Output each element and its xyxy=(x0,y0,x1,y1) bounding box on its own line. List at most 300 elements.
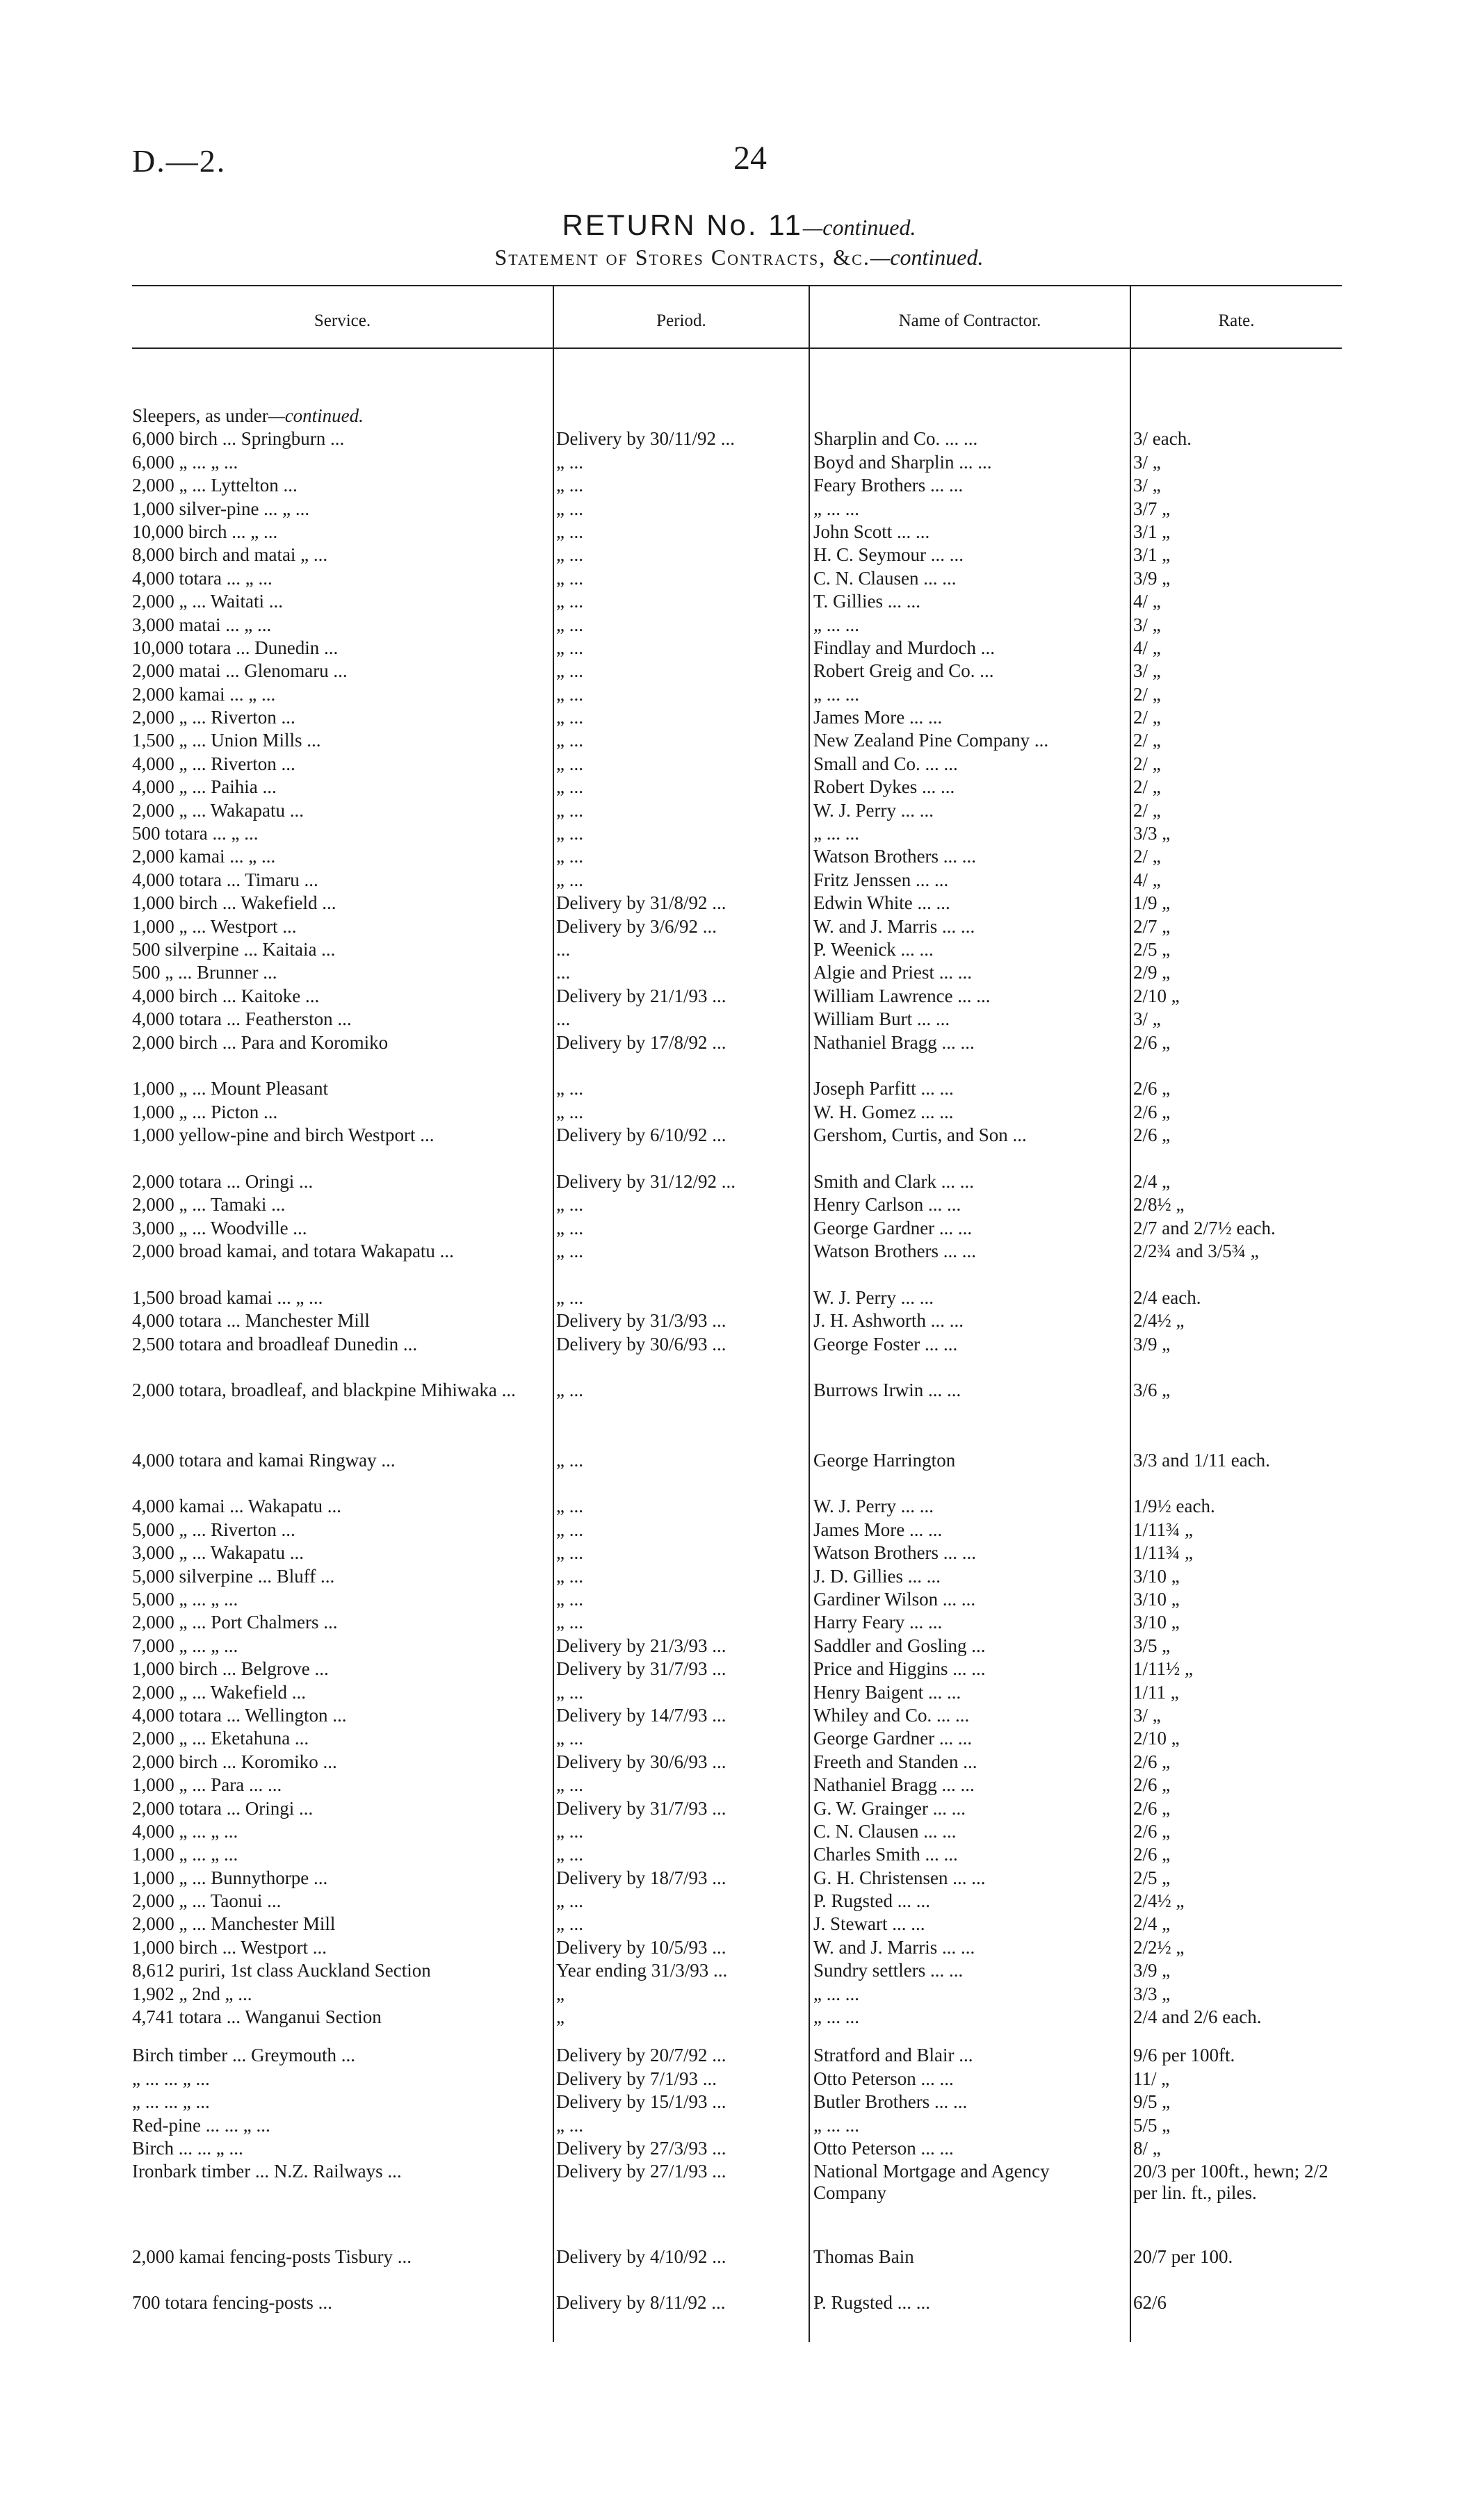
cell-period: Delivery by 31/7/93 ... xyxy=(556,1658,726,1680)
cell-rate: 1/9 „ xyxy=(1133,892,1171,914)
table-row xyxy=(132,428,1356,451)
cell-contractor: New Zealand Pine Company ... xyxy=(813,730,1049,751)
contracts-table-body xyxy=(132,405,1356,2316)
table-row xyxy=(132,776,1356,799)
table-row xyxy=(132,1542,1356,1565)
table-row xyxy=(132,2068,1356,2091)
cell-contractor: Robert Dykes ... ... xyxy=(813,776,955,798)
table-row xyxy=(132,939,1356,962)
cell-contractor: Harry Feary ... ... xyxy=(813,1612,943,1633)
cell-contractor: Butler Brothers ... ... xyxy=(813,2091,968,2113)
table-row xyxy=(132,568,1356,591)
cell-service: 4,000 totara ... Manchester Mill xyxy=(132,1310,370,1332)
cell-period: Delivery by 8/11/92 ... xyxy=(556,2292,726,2314)
cell-rate: 2/4½ „ xyxy=(1133,1890,1185,1912)
cell-service: 6,000 „ ... „ ... xyxy=(132,451,238,473)
cell-contractor: Henry Carlson ... ... xyxy=(813,1194,961,1216)
cell-service: 4,000 totara ... „ ... xyxy=(132,567,273,589)
cell-contractor: Edwin White ... ... xyxy=(813,892,950,914)
table-row xyxy=(132,2091,1356,2114)
cell-rate: 11/ „ xyxy=(1133,2068,1170,2089)
cell-period: Delivery by 21/3/93 ... xyxy=(556,1635,726,1656)
table-top-rule xyxy=(132,285,1342,286)
cell-contractor: J. Stewart ... ... xyxy=(813,1913,925,1935)
cell-service: 2,000 totara ... Oringi ... xyxy=(132,1797,314,1819)
cell-rate: 9/5 „ xyxy=(1133,2091,1171,2113)
cell-period: „ ... xyxy=(556,823,583,844)
cell-contractor: George Harrington xyxy=(813,1449,956,1471)
cell-period: „ ... xyxy=(556,2114,583,2136)
cell-service: 7,000 „ ... „ ... xyxy=(132,1635,238,1656)
table-row xyxy=(132,2246,1356,2293)
cell-rate: 2/6 „ xyxy=(1133,1774,1171,1796)
cell-contractor: Boyd and Sharplin ... ... xyxy=(813,451,992,473)
cell-contractor: Sundry settlers ... ... xyxy=(813,1960,964,1981)
cell-rate: 2/ „ xyxy=(1133,846,1161,867)
cell-service: 2,000 birch ... Koromiko ... xyxy=(132,1751,337,1772)
sleepers-group xyxy=(132,428,1356,2029)
cell-service: 5,000 silverpine ... Bluff ... xyxy=(132,1565,335,1587)
column-header-service: Service. xyxy=(314,311,371,330)
table-row xyxy=(132,1774,1356,1797)
cell-rate: 2/ „ xyxy=(1133,799,1161,821)
cell-period: Delivery by 31/8/92 ... xyxy=(556,892,726,914)
cell-service: 2,000 „ ... Riverton ... xyxy=(132,707,295,728)
table-row xyxy=(132,1287,1356,1310)
cell-service: 2,000 totara ... Oringi ... xyxy=(132,1170,314,1192)
cell-contractor: W. H. Gomez ... ... xyxy=(813,1101,954,1122)
cell-rate: 2/7 „ xyxy=(1133,915,1171,937)
cell-contractor: Gardiner Wilson ... ... xyxy=(813,1589,976,1610)
table-row xyxy=(132,1124,1356,1171)
cell-period: Delivery by 17/8/92 ... xyxy=(556,1031,726,1053)
page-subtitle xyxy=(0,245,1478,270)
cell-rate: 3/ „ xyxy=(1133,1008,1161,1030)
table-row xyxy=(132,1566,1356,1589)
cell-period: „ ... xyxy=(556,660,583,682)
cell-period: „ ... xyxy=(556,591,583,612)
cell-service: 1,000 birch ... Belgrove ... xyxy=(132,1658,329,1680)
cell-rate: 3/ „ xyxy=(1133,614,1161,635)
cell-service: Red-pine ... ... „ ... xyxy=(132,2114,270,2136)
table-row xyxy=(132,1450,1356,1496)
cell-service: 1,000 yellow-pine and birch Westport ... xyxy=(132,1124,435,1146)
cell-contractor: W. J. Perry ... ... xyxy=(813,799,934,821)
cell-service: 1,000 „ ... „ ... xyxy=(132,1844,238,1865)
cell-contractor: H. C. Seymour ... ... xyxy=(813,544,964,566)
table-row xyxy=(132,1890,1356,1913)
fencing-group xyxy=(132,2246,1356,2316)
table-row xyxy=(132,498,1356,521)
cell-contractor: James More ... ... xyxy=(813,1519,943,1540)
table-row xyxy=(132,962,1356,985)
table-row xyxy=(132,1032,1356,1079)
cell-period: „ ... xyxy=(556,1542,583,1564)
cell-service: Birch timber ... Greymouth ... xyxy=(132,2045,355,2066)
cell-service: 2,000 „ ... Taonui ... xyxy=(132,1890,282,1912)
table-row xyxy=(132,452,1356,475)
table-row xyxy=(132,2138,1356,2161)
table-row xyxy=(132,1334,1356,1380)
table-row xyxy=(132,1612,1356,1635)
table-row xyxy=(132,892,1356,915)
cell-contractor: Nathaniel Bragg ... ... xyxy=(813,1031,975,1053)
cell-period: Delivery by 6/10/92 ... xyxy=(556,1124,726,1146)
cell-contractor: National Mortgage and Agency Company xyxy=(813,2161,1050,2204)
cell-service: 2,500 totara and broadleaf Dunedin ... xyxy=(132,1333,418,1355)
cell-rate: 8/ „ xyxy=(1133,2138,1161,2159)
table-row xyxy=(132,1078,1356,1101)
table-row xyxy=(132,660,1356,683)
cell-service: 1,000 birch ... Westport ... xyxy=(132,1936,327,1958)
cell-rate: 2/4½ „ xyxy=(1133,1310,1185,1332)
cell-period: „ ... xyxy=(556,521,583,542)
cell-contractor: Charles Smith ... ... xyxy=(813,1844,958,1865)
cell-rate: 2/6 „ xyxy=(1133,1820,1171,1842)
cell-rate: 3/9 „ xyxy=(1133,1333,1171,1355)
cell-contractor: W. J. Perry ... ... xyxy=(813,1496,934,1517)
cell-rate: 3/1 „ xyxy=(1133,521,1171,542)
cell-period: ... xyxy=(556,938,571,960)
table-row xyxy=(132,1008,1356,1031)
column-header-contractor: Name of Contractor. xyxy=(898,311,1041,330)
cell-service: „ ... ... „ ... xyxy=(132,2091,210,2113)
cell-rate: 3/9 „ xyxy=(1133,567,1171,589)
cell-service: 2,000 „ ... Port Chalmers ... xyxy=(132,1612,338,1633)
cell-period: Delivery by 30/6/93 ... xyxy=(556,1333,726,1355)
cell-service: 4,741 totara ... Wanganui Section xyxy=(132,2006,382,2028)
cell-service: 2,000 matai ... Glenomaru ... xyxy=(132,660,348,682)
cell-period: „ ... xyxy=(556,1728,583,1749)
cell-contractor: Algie and Priest ... ... xyxy=(813,962,972,983)
cell-period: Delivery by 18/7/93 ... xyxy=(556,1867,726,1888)
cell-contractor: Robert Greig and Co. ... xyxy=(813,660,994,682)
cell-rate: 3/7 „ xyxy=(1133,498,1171,519)
cell-rate: 2/2½ „ xyxy=(1133,1936,1185,1958)
cell-rate: 3/5 „ xyxy=(1133,1635,1171,1656)
cell-rate: 3/10 „ xyxy=(1133,1565,1180,1587)
cell-period: „ ... xyxy=(556,451,583,473)
cell-contractor: John Scott ... ... xyxy=(813,521,930,542)
cell-rate: 2/ „ xyxy=(1133,683,1161,705)
cell-rate: 3/3 „ xyxy=(1133,1983,1171,2004)
cell-period: „ ... xyxy=(556,637,583,658)
table-row xyxy=(132,1937,1356,1960)
cell-rate: 2/4 and 2/6 each. xyxy=(1133,2006,1262,2028)
cell-service: 2,000 kamai ... „ ... xyxy=(132,846,276,867)
cell-rate: 3/ „ xyxy=(1133,660,1161,682)
cell-period: Year ending 31/3/93 ... xyxy=(556,1960,728,1981)
cell-rate: 2/ „ xyxy=(1133,707,1161,728)
cell-period: „ ... xyxy=(556,475,583,496)
cell-service: 2,000 „ ... Tamaki ... xyxy=(132,1194,286,1216)
cell-service: 4,000 totara ... Featherston ... xyxy=(132,1008,352,1030)
cell-service: 2,000 kamai fencing-posts Tisbury ... xyxy=(132,2245,412,2267)
cell-period: „ ... xyxy=(556,776,583,798)
page-title xyxy=(0,208,1478,242)
cell-service: 2,000 „ ... Waitati ... xyxy=(132,591,284,612)
cell-contractor: J. D. Gillies ... ... xyxy=(813,1565,941,1587)
cell-service: 8,612 puriri, 1st class Auckland Section xyxy=(132,1960,431,1981)
table-row xyxy=(132,684,1356,707)
cell-rate: 3/1 „ xyxy=(1133,544,1171,566)
cell-rate: 2/4 „ xyxy=(1133,1170,1171,1192)
cell-contractor: G. W. Grainger ... ... xyxy=(813,1797,966,1819)
cell-service: 4,000 „ ... Paihia ... xyxy=(132,776,277,798)
cell-service: 1,000 „ ... Para ... ... xyxy=(132,1774,282,1796)
subtitle-text: Statement of Stores Contracts, &c. xyxy=(494,245,870,270)
table-row xyxy=(132,1218,1356,1241)
cell-period: „ ... xyxy=(556,1078,583,1099)
cell-rate: 2/6 „ xyxy=(1133,1124,1171,1146)
table-row xyxy=(132,1658,1356,1681)
cell-contractor: Sharplin and Co. ... ... xyxy=(813,428,978,450)
cell-rate: 2/5 „ xyxy=(1133,1867,1171,1888)
cell-rate: 2/4 „ xyxy=(1133,1913,1171,1935)
cell-period: Delivery by 3/6/92 ... xyxy=(556,915,717,937)
cell-period: „ ... xyxy=(556,1612,583,1633)
cell-rate: 4/ „ xyxy=(1133,869,1161,890)
cell-contractor: „ ... ... xyxy=(813,2006,859,2028)
document-reference: D.—2. xyxy=(132,143,227,179)
cell-contractor: Findlay and Murdoch ... xyxy=(813,637,995,658)
cell-period: „ ... xyxy=(556,1496,583,1517)
cell-contractor: P. Rugsted ... ... xyxy=(813,1890,931,1912)
table-row xyxy=(132,869,1356,892)
cell-period: „ ... xyxy=(556,1449,583,1471)
cell-period: Delivery by 7/1/93 ... xyxy=(556,2068,717,2089)
cell-rate: 4/ „ xyxy=(1133,637,1161,658)
table-row xyxy=(132,1241,1356,1287)
table-row xyxy=(132,475,1356,498)
cell-service: 5,000 „ ... „ ... xyxy=(132,1589,238,1610)
column-header-rate: Rate. xyxy=(1218,311,1255,330)
table-row xyxy=(132,1102,1356,1124)
cell-contractor: C. N. Clausen ... ... xyxy=(813,1820,957,1842)
cell-rate: 2/6 „ xyxy=(1133,1031,1171,1053)
cell-contractor: Joseph Parfitt ... ... xyxy=(813,1078,954,1099)
cell-service: 2,000 „ ... Lyttelton ... xyxy=(132,475,298,496)
cell-service: 10,000 birch ... „ ... xyxy=(132,521,278,542)
table-row xyxy=(132,1728,1356,1751)
cell-service: 1,000 „ ... Mount Pleasant xyxy=(132,1078,328,1099)
cell-rate: 5/5 „ xyxy=(1133,2114,1171,2136)
cell-period: Delivery by 10/5/93 ... xyxy=(556,1936,726,1958)
cell-rate: 3/ „ xyxy=(1133,1704,1161,1726)
cell-service: 4,000 totara ... Timaru ... xyxy=(132,869,318,890)
cell-period: ... xyxy=(556,962,571,983)
table-row xyxy=(132,1705,1356,1728)
cell-rate: 2/10 „ xyxy=(1133,1728,1180,1749)
cell-rate: 2/2¾ and 3/5¾ „ xyxy=(1133,1241,1259,1262)
cell-period: Delivery by 27/3/93 ... xyxy=(556,2138,726,2159)
cell-contractor: C. N. Clausen ... ... xyxy=(813,567,957,589)
cell-service: 3,000 matai ... „ ... xyxy=(132,614,272,635)
table-row xyxy=(132,1960,1356,1983)
timber-group xyxy=(132,2045,1356,2230)
cell-contractor: Thomas Bain xyxy=(813,2245,914,2267)
cell-contractor: G. H. Christensen ... ... xyxy=(813,1867,986,1888)
cell-contractor: W. and J. Marris ... ... xyxy=(813,1936,975,1958)
cell-contractor: Watson Brothers ... ... xyxy=(813,1542,977,1564)
cell-period: „ ... xyxy=(556,869,583,890)
cell-service: 500 totara ... „ ... xyxy=(132,823,259,844)
cell-period: „ ... xyxy=(556,846,583,867)
cell-service: Birch ... ... „ ... xyxy=(132,2138,243,2159)
cell-service: 2,000 „ ... Wakapatu ... xyxy=(132,799,304,821)
cell-rate: 1/11 „ xyxy=(1133,1681,1179,1703)
cell-service: 2,000 kamai ... „ ... xyxy=(132,683,276,705)
cell-period: Delivery by 27/1/93 ... xyxy=(556,2161,726,2182)
cell-rate: 2/6 „ xyxy=(1133,1101,1171,1122)
cell-contractor: Small and Co. ... ... xyxy=(813,753,958,774)
cell-period: Delivery by 20/7/92 ... xyxy=(556,2045,726,2066)
table-row xyxy=(132,1751,1356,1774)
table-row xyxy=(132,823,1356,846)
cell-contractor: Whiley and Co. ... ... xyxy=(813,1704,970,1726)
cell-rate: 4/ „ xyxy=(1133,591,1161,612)
subtitle-suffix: —continued. xyxy=(870,245,984,270)
cell-contractor: Gershom, Curtis, and Son ... xyxy=(813,1124,1027,1146)
table-row xyxy=(132,614,1356,637)
table-row xyxy=(132,916,1356,939)
cell-contractor: „ ... ... xyxy=(813,498,859,519)
cell-service: 2,000 „ ... Eketahuna ... xyxy=(132,1728,309,1749)
cell-service: 4,000 „ ... „ ... xyxy=(132,1820,238,1842)
cell-contractor: George Gardner ... ... xyxy=(813,1217,973,1238)
table-row xyxy=(132,1844,1356,1867)
cell-period: „ ... xyxy=(556,1681,583,1703)
cell-rate: 2/10 „ xyxy=(1133,985,1180,1006)
cell-period: „ ... xyxy=(556,498,583,519)
cell-service: 3,000 „ ... Wakapatu ... xyxy=(132,1542,304,1564)
cell-service: 2,000 broad kamai, and totara Wakapatu ... xyxy=(132,1241,454,1262)
cell-rate: 3/ each. xyxy=(1133,428,1192,450)
table-row xyxy=(132,1821,1356,1844)
cell-contractor: William Burt ... ... xyxy=(813,1008,950,1030)
cell-contractor: Nathaniel Bragg ... ... xyxy=(813,1774,975,1796)
section-heading xyxy=(132,405,1356,428)
cell-contractor: P. Rugsted ... ... xyxy=(813,2292,931,2314)
table-row xyxy=(132,707,1356,730)
cell-contractor: Smith and Clark ... ... xyxy=(813,1170,974,1192)
table-row xyxy=(132,1798,1356,1821)
cell-rate: 2/ „ xyxy=(1133,730,1161,751)
cell-period: „ ... xyxy=(556,1589,583,1610)
cell-service: 2,000 „ ... Wakefield ... xyxy=(132,1681,307,1703)
cell-period: Delivery by 30/6/93 ... xyxy=(556,1751,726,1772)
table-row xyxy=(132,2045,1356,2068)
cell-rate: 9/6 per 100ft. xyxy=(1133,2045,1235,2066)
cell-service: 2,000 birch ... Para and Koromiko xyxy=(132,1031,389,1053)
cell-service: 8,000 birch and matai „ ... xyxy=(132,544,328,566)
cell-rate: 20/7 per 100. xyxy=(1133,2245,1233,2267)
cell-period: ... xyxy=(556,1008,571,1030)
cell-rate: 2/6 „ xyxy=(1133,1078,1171,1099)
table-row xyxy=(132,1635,1356,1658)
cell-period: „ xyxy=(556,2006,565,2028)
table-row xyxy=(132,1983,1356,2006)
cell-period: „ ... xyxy=(556,1890,583,1912)
cell-period: Delivery by 31/7/93 ... xyxy=(556,1797,726,1819)
cell-period: „ ... xyxy=(556,614,583,635)
cell-period: „ xyxy=(556,1983,565,2004)
table-row xyxy=(132,1380,1356,1449)
cell-contractor: „ ... ... xyxy=(813,823,859,844)
cell-contractor: W. J. Perry ... ... xyxy=(813,1286,934,1308)
cell-contractor: Feary Brothers ... ... xyxy=(813,475,964,496)
cell-period: „ ... xyxy=(556,1380,583,1401)
cell-period: Delivery by 31/12/92 ... xyxy=(556,1170,736,1192)
cell-rate: 1/11¾ „ xyxy=(1133,1519,1193,1540)
cell-service: 1,902 „ 2nd „ ... xyxy=(132,1983,252,2004)
cell-period: „ ... xyxy=(556,567,583,589)
cell-period: „ ... xyxy=(556,1565,583,1587)
table-row xyxy=(132,544,1356,567)
title-suffix: —continued. xyxy=(802,215,916,240)
table-row xyxy=(132,846,1356,869)
table-row xyxy=(132,1171,1356,1194)
cell-rate: 3/ „ xyxy=(1133,451,1161,473)
cell-service: 1,000 birch ... Wakefield ... xyxy=(132,892,336,914)
section-label xyxy=(132,405,364,427)
cell-service: 4,000 birch ... Kaitoke ... xyxy=(132,985,320,1006)
cell-service: 700 totara fencing-posts ... xyxy=(132,2292,332,2314)
cell-period: „ ... xyxy=(556,707,583,728)
cell-contractor: „ ... ... xyxy=(813,1983,859,2004)
cell-rate: 2/ „ xyxy=(1133,753,1161,774)
cell-service: 4,000 „ ... Riverton ... xyxy=(132,753,295,774)
cell-rate: 3/3 and 1/11 each. xyxy=(1133,1449,1270,1471)
cell-contractor: Burrows Irwin ... ... xyxy=(813,1380,961,1401)
cell-service: „ ... ... „ ... xyxy=(132,2068,210,2089)
cell-contractor: George Foster ... ... xyxy=(813,1333,958,1355)
cell-service: 1,000 „ ... Picton ... xyxy=(132,1101,278,1122)
cell-contractor: William Lawrence ... ... xyxy=(813,985,991,1006)
cell-service: 1,000 silver-pine ... „ ... xyxy=(132,498,310,519)
cell-contractor: Saddler and Gosling ... xyxy=(813,1635,986,1656)
cell-service: Ironbark timber ... N.Z. Railways ... xyxy=(132,2161,402,2182)
cell-contractor: „ ... ... xyxy=(813,2114,859,2136)
table-row xyxy=(132,1310,1356,1333)
cell-contractor: Fritz Jenssen ... ... xyxy=(813,869,949,890)
cell-contractor: Stratford and Blair ... xyxy=(813,2045,973,2066)
table-row xyxy=(132,1913,1356,1936)
cell-period: Delivery by 31/3/93 ... xyxy=(556,1310,726,1332)
cell-period: Delivery by 21/1/93 ... xyxy=(556,985,726,1006)
cell-contractor: „ ... ... xyxy=(813,614,859,635)
cell-service: 500 silverpine ... Kaitaia ... xyxy=(132,938,336,960)
cell-service: 4,000 totara ... Wellington ... xyxy=(132,1704,347,1726)
cell-service: 6,000 birch ... Springburn ... xyxy=(132,428,345,450)
cell-contractor: Freeth and Standen ... xyxy=(813,1751,977,1772)
cell-contractor: Henry Baigent ... ... xyxy=(813,1681,961,1703)
section-label-suffix: —continued. xyxy=(268,405,364,426)
cell-rate: 2/7 and 2/7½ each. xyxy=(1133,1217,1276,1238)
table-row xyxy=(132,753,1356,776)
cell-rate: 3/ „ xyxy=(1133,475,1161,496)
cell-period: Delivery by 15/1/93 ... xyxy=(556,2091,726,2113)
table-row xyxy=(132,2115,1356,2138)
table-row xyxy=(132,1867,1356,1890)
cell-rate: 2/4 each. xyxy=(1133,1286,1201,1308)
table-row xyxy=(132,1519,1356,1542)
cell-period: „ ... xyxy=(556,1519,583,1540)
cell-period: Delivery by 30/11/92 ... xyxy=(556,428,735,450)
table-row xyxy=(132,985,1356,1008)
cell-rate: 3/3 „ xyxy=(1133,823,1171,844)
cell-contractor: Otto Peterson ... ... xyxy=(813,2138,954,2159)
